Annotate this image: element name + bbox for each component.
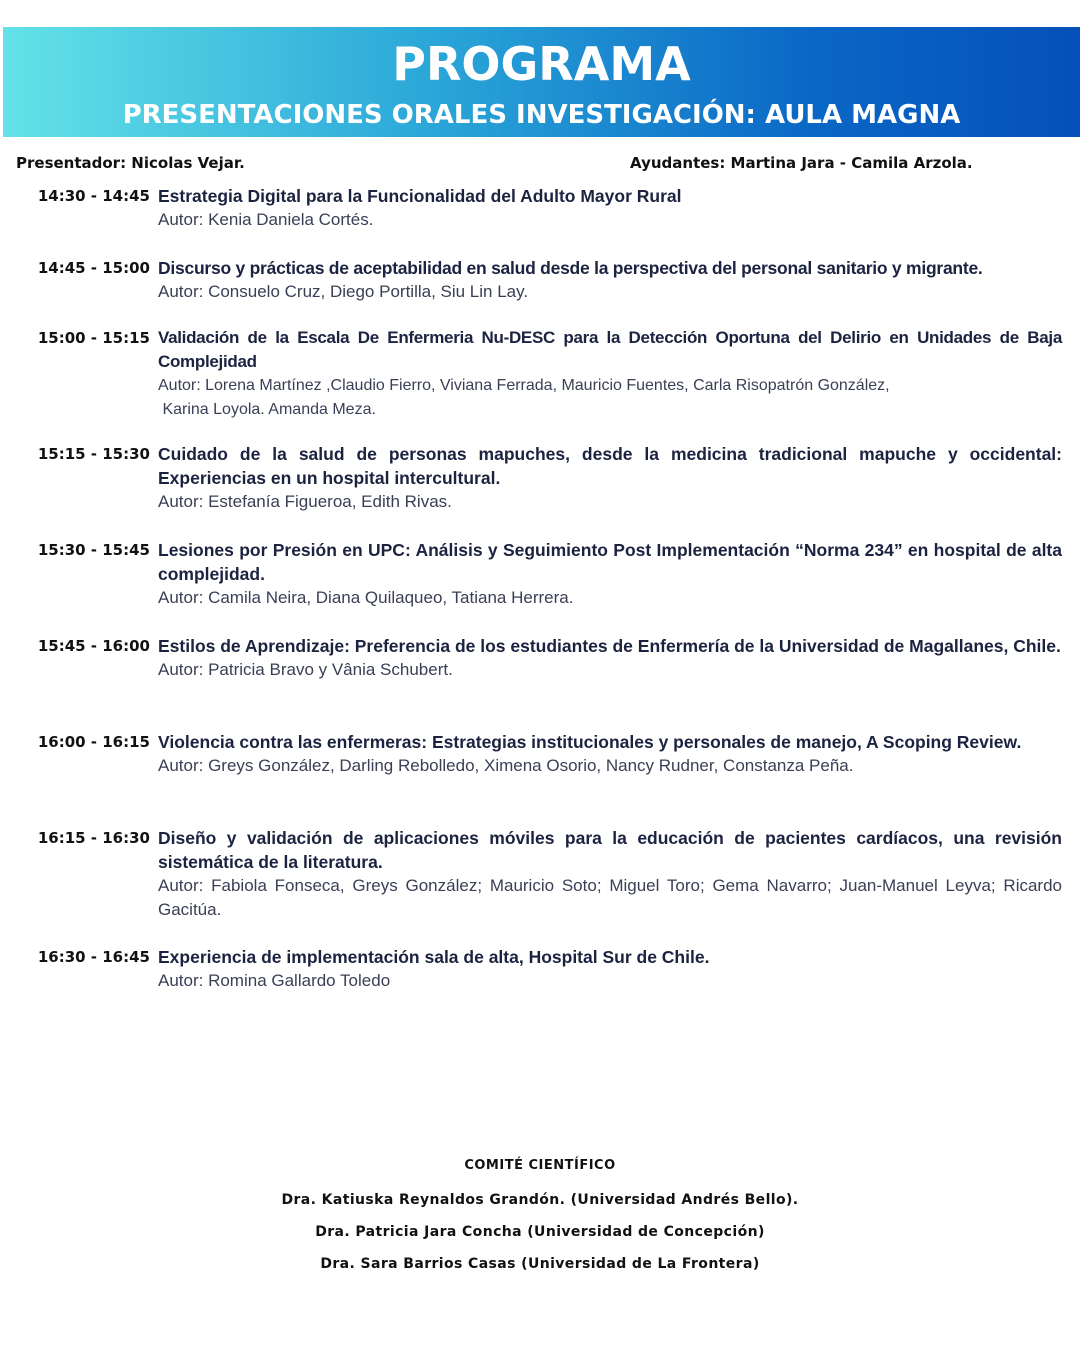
committee-member: Dra. Katiuska Reynaldos Grandón. (Universidad Andrés Bello). [281, 1192, 799, 1208]
schedule-content [158, 326, 1062, 422]
presentation-title: Validación de la Escala De Enfermeria Nu-DESC para la Detección Oportuna del Delirio en Unidades de Baja Complejidad [158, 328, 1062, 371]
schedule-time: 16:30 - 16:45 [37, 948, 150, 966]
presentation-title: Discurso y prácticas de aceptabilidad en salud desde la perspectiva del personal sanitario y migrante. [158, 258, 983, 278]
schedule-time: 14:30 - 14:45 [37, 187, 150, 205]
schedule-content [158, 442, 1062, 514]
presentation-authors: Autor: Consuelo Cruz, Diego Portilla, Siu Lin Lay. [158, 282, 529, 301]
schedule-content [158, 184, 1062, 232]
presentation-title: Lesiones por Presión en UPC: Análisis y Seguimiento Post Implementación “Norma 234” en hospital de alta complejidad. [158, 540, 1062, 584]
presentation-authors: Autor: Patricia Bravo y Vânia Schubert. [158, 660, 453, 679]
schedule-content [158, 538, 1062, 610]
presentation-authors: Autor: Kenia Daniela Cortés. [158, 210, 374, 229]
schedule-content [158, 256, 1062, 304]
presentation-title: Cuidado de la salud de personas mapuches, desde la medicina tradicional mapuche y occidental: Experiencias en un hospital intercultural. [158, 444, 1062, 488]
presentation-title: Estrategia Digital para la Funcionalidad del Adulto Mayor Rural [158, 186, 682, 206]
schedule-time: 15:30 - 15:45 [37, 541, 150, 559]
schedule-time: 16:15 - 16:30 [37, 829, 150, 847]
presenter-label: Presentador: Nicolas Vejar. [16, 154, 245, 172]
schedule-time: 16:00 - 16:15 [37, 733, 150, 751]
page-title: PROGRAMA [392, 37, 691, 91]
schedule-time: 15:00 - 15:15 [37, 329, 150, 347]
presentation-title: Diseño y validación de aplicaciones móviles para la educación de pacientes cardíacos, una revisión sistemática de la literatura. [158, 828, 1062, 872]
schedule-content [158, 730, 1062, 778]
schedule-content [158, 826, 1062, 922]
presentation-authors: Autor: Greys González, Darling Rebolledo, Ximena Osorio, Nancy Rudner, Constanza Peña. [158, 756, 854, 775]
presentation-authors: Autor: Fabiola Fonseca, Greys González; Mauricio Soto; Miguel Toro; Gema Navarro; Juan-Manuel Leyva; Ricardo Gacitúa. [158, 876, 1062, 919]
schedule-time: 15:45 - 16:00 [37, 637, 150, 655]
schedule-time: 15:15 - 15:30 [37, 445, 150, 463]
presentation-authors: Autor: Romina Gallardo Toledo [158, 971, 391, 990]
presentation-title: Violencia contra las enfermeras: Estrategias institucionales y personales de manejo, A Scoping Review. [158, 732, 1022, 752]
schedule-content [158, 945, 1062, 993]
header-banner [3, 27, 1080, 137]
schedule-content [158, 634, 1062, 682]
committee-member: Dra. Sara Barrios Casas (Universidad de La Frontera) [320, 1256, 760, 1272]
committee-heading: COMITÉ CIENTÍFICO [464, 1158, 616, 1173]
presentation-authors: Autor: Lorena Martínez ,Claudio Fierro, Viviana Ferrada, Mauricio Fuentes, Carla Risopatrón González, [158, 377, 890, 394]
page-subtitle: PRESENTACIONES ORALES INVESTIGACIÓN: AULA MAGNA [122, 100, 961, 130]
assistants-label: Ayudantes: Martina Jara - Camila Arzola. [630, 154, 973, 172]
presentation-title: Estilos de Aprendizaje: Preferencia de los estudiantes de Enfermería de la Universidad de Magallanes, Chile. [158, 636, 1061, 656]
schedule-time: 14:45 - 15:00 [37, 259, 150, 277]
presentation-authors: Autor: Estefanía Figueroa, Edith Rivas. [158, 492, 452, 511]
presentation-authors: Autor: Camila Neira, Diana Quilaqueo, Tatiana Herrera. [158, 588, 574, 607]
committee-member: Dra. Patricia Jara Concha (Universidad de Concepción) [315, 1224, 765, 1240]
presentation-authors-continued: Karina Loyola. Amanda Meza. [158, 401, 376, 418]
presentation-title: Experiencia de implementación sala de alta, Hospital Sur de Chile. [158, 947, 710, 967]
